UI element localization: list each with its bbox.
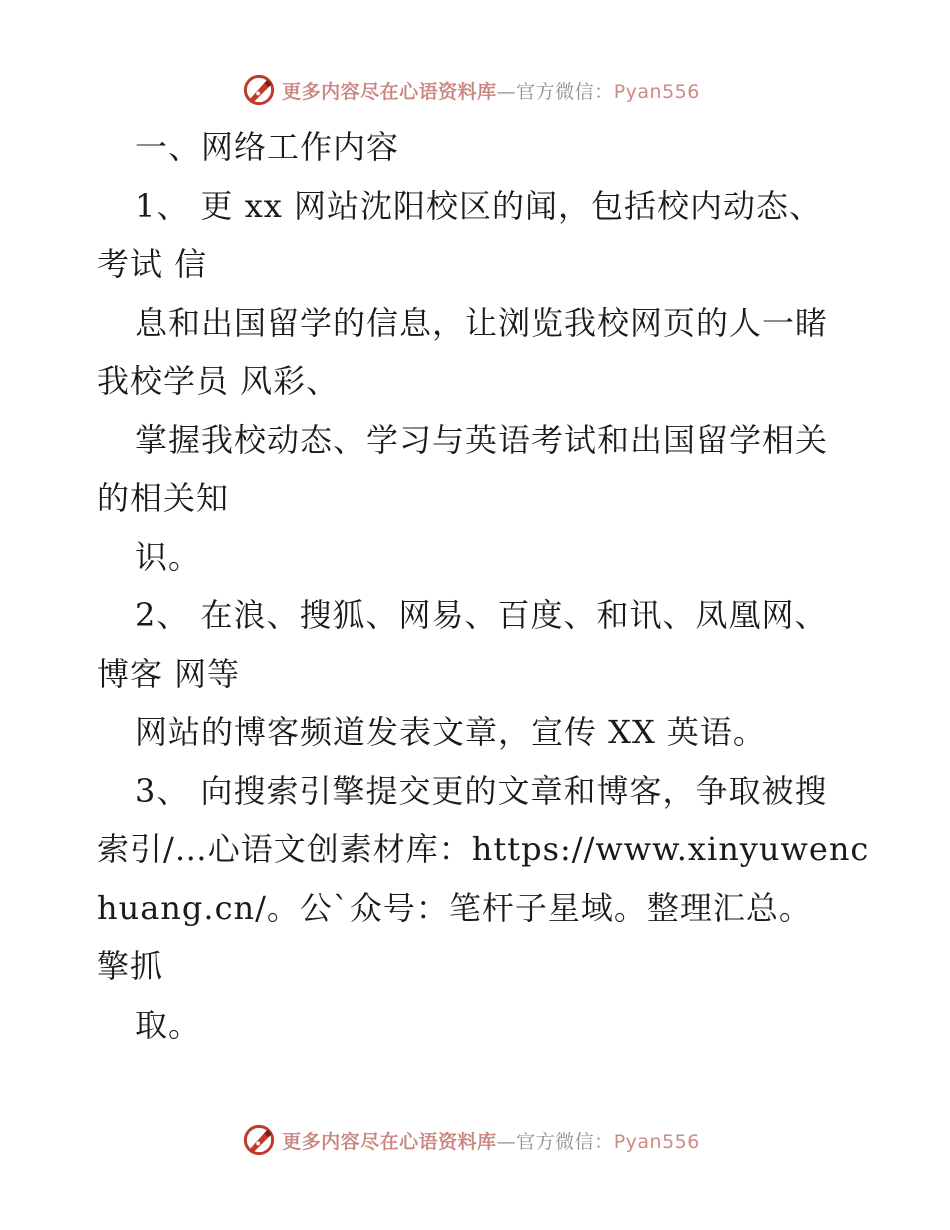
paragraph-line: 博客 网等 <box>97 654 241 693</box>
paragraph-line: 2、 在浪、搜狐、网易、百度、和讯、凤凰网、 <box>135 596 828 634</box>
paragraph-line: 息和出国留学的信息，让浏览我校网页的人一睹 <box>135 303 829 342</box>
paragraph-line: 识。 <box>135 537 202 576</box>
document-body <box>97 118 870 1054</box>
pen-logo-icon <box>242 73 276 107</box>
pen-logo-icon <box>242 1123 276 1157</box>
paragraph-line: 掌握我校动态、学习与英语考试和出国留学相关 <box>135 420 829 459</box>
paragraph-line: 的相关知 <box>97 479 230 517</box>
header-banner-inner <box>242 73 700 107</box>
paragraph-line: 取。 <box>135 1005 202 1044</box>
paragraph-line: 我校学员 风彩、 <box>97 362 340 400</box>
paragraph-line: huang.cn/。公`众号：笔杆子星域。整理汇总。 <box>97 888 812 927</box>
header-banner <box>0 70 950 110</box>
paragraph-line: 1、 更 xx 网站沈阳校区的闻，包括校内动态、 <box>135 186 822 225</box>
footer-banner-sub: —官方微信： <box>496 1130 614 1153</box>
paragraph-line: 考试 信 <box>97 245 208 283</box>
header-banner-id: Pyan556 <box>613 80 700 103</box>
section-heading: 一、网络工作内容 <box>135 128 400 166</box>
paragraph-line: 擎抓 <box>97 947 164 985</box>
header-banner-main: 更多内容尽在心语资料库 <box>282 80 497 103</box>
paragraph-line: 3、 向搜索引擎提交更的文章和博客，争取被搜 <box>135 771 828 810</box>
footer-banner-main: 更多内容尽在心语资料库 <box>282 1130 497 1153</box>
footer-banner <box>0 1120 950 1160</box>
paragraph-line: 网站的博客频道发表文章，宣传 XX 英语。 <box>135 713 766 751</box>
footer-banner-inner <box>242 1123 700 1157</box>
header-banner-sub: —官方微信： <box>496 80 614 103</box>
footer-banner-id: Pyan556 <box>613 1130 700 1153</box>
paragraph-line: 索引/…心语文创素材库：https://www.xinyuwenc <box>97 830 870 868</box>
